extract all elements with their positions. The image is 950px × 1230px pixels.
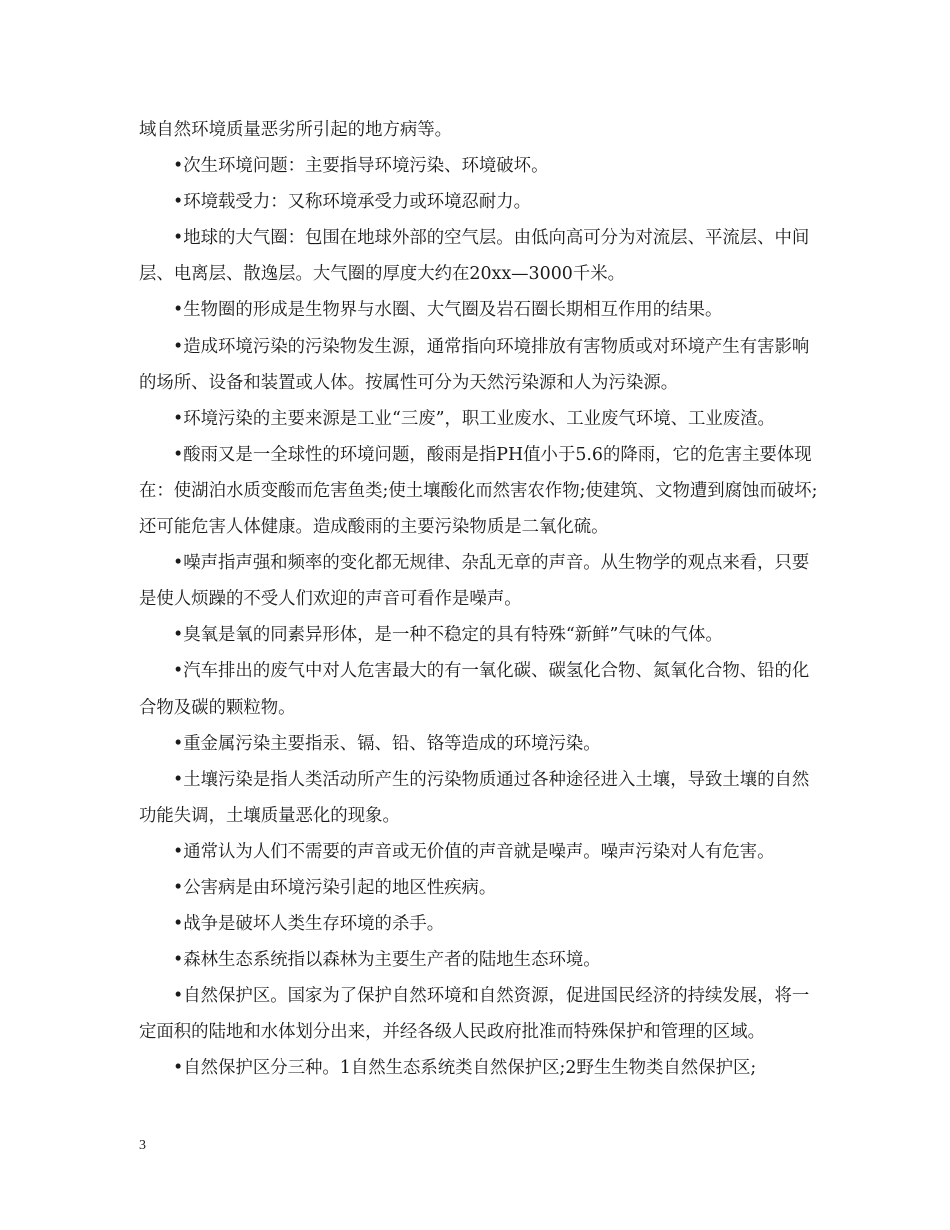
- bullet-paragraph-pollution-source: •造成环境污染的污染物发生源，通常指向环境排放有害物质或对环境产生有害影响的场所、设备和装置或人体。按属性可分为天然污染源和人为污染源。: [139, 336, 810, 393]
- document-body: [139, 112, 819, 1087]
- bullet-paragraph-nature-reserve: •自然保护区。国家为了保护自然环境和自然资源，促进国民经济的持续发展，将一定面积的陆地和水体划分出来，并经各级人民政府批准而特殊保护和管理的区域。: [139, 986, 810, 1043]
- bullet-paragraph-industrial-waste: •环境污染的主要来源是工业“三废”，职工业废水、工业废气环境、工业废渣。: [173, 408, 775, 429]
- bullet-paragraph-biosphere: •生物圈的形成是生物界与水圈、大气圈及岩石圈长期相互作用的结果。: [173, 300, 723, 321]
- bullet-paragraph-vehicle-exhaust: •汽车排出的废气中对人危害最大的有一氧化碳、碳氢化合物、氮氧化合物、铅的化合物及碳的颗粒物。: [139, 661, 810, 718]
- bullet-paragraph-war: •战争是破坏人类生存环境的杀手。: [173, 914, 445, 935]
- bullet-paragraph-pollution-disease: •公害病是由环境污染引起的地区性疾病。: [173, 877, 497, 898]
- page-number: 3: [139, 1138, 146, 1153]
- bullet-paragraph-environmental-capacity: •环境载受力：又称环境承受力或环境忍耐力。: [173, 192, 532, 213]
- bullet-paragraph-heavy-metals: •重金属污染主要指汞、镉、铅、铬等造成的环境污染。: [173, 733, 601, 754]
- bullet-paragraph-ozone: •臭氧是氧的同素异形体，是一种不稳定的具有特殊“新鲜”气味的气体。: [173, 625, 723, 646]
- bullet-paragraph-noise-harm: •通常认为人们不需要的声音或无价值的声音就是噪声。噪声污染对人有危害。: [173, 841, 775, 862]
- bullet-paragraph-secondary-environment-problem: •次生环境问题：主要指导环境污染、环境破坏。: [173, 156, 549, 177]
- bullet-paragraph-acid-rain: •酸雨又是一全球性的环境问题，酸雨是指PH值小于5.6的降雨，它的危害主要体现在：使湖泊水质变酸而危害鱼类;使土壤酸化而然害农作物;使建筑、文物遭到腐蚀而破坏;还可能危害人体健康。造成酸雨的主要污染物质是二氧化硫。: [139, 444, 818, 538]
- bullet-paragraph-soil-pollution: •土壤污染是指人类活动所产生的污染物质通过各种途径进入土壤，导致土壤的自然功能失调，土壤质量恶化的现象。: [139, 769, 810, 826]
- bullet-paragraph-reserve-types: •自然保护区分三种。1自然生态系统类自然保护区;2野生生物类自然保护区;: [173, 1058, 757, 1079]
- bullet-paragraph-noise-definition: •噪声指声强和频率的变化都无规律、杂乱无章的声音。从生物学的观点来看，只要是使人烦躁的不受人们欢迎的声音可看作是噪声。: [139, 553, 810, 610]
- bullet-paragraph-forest-ecosystem: •森林生态系统指以森林为主要生产者的陆地生态环境。: [173, 950, 601, 971]
- bullet-paragraph-atmosphere: •地球的大气圈：包围在地球外部的空气层。由低向高可分为对流层、平流层、中间层、电离层、散逸层。大气圈的厚度大约在20xx—3000千米。: [139, 228, 810, 285]
- paragraph-continuation: 域自然环境质量恶劣所引起的地方病等。: [139, 120, 453, 140]
